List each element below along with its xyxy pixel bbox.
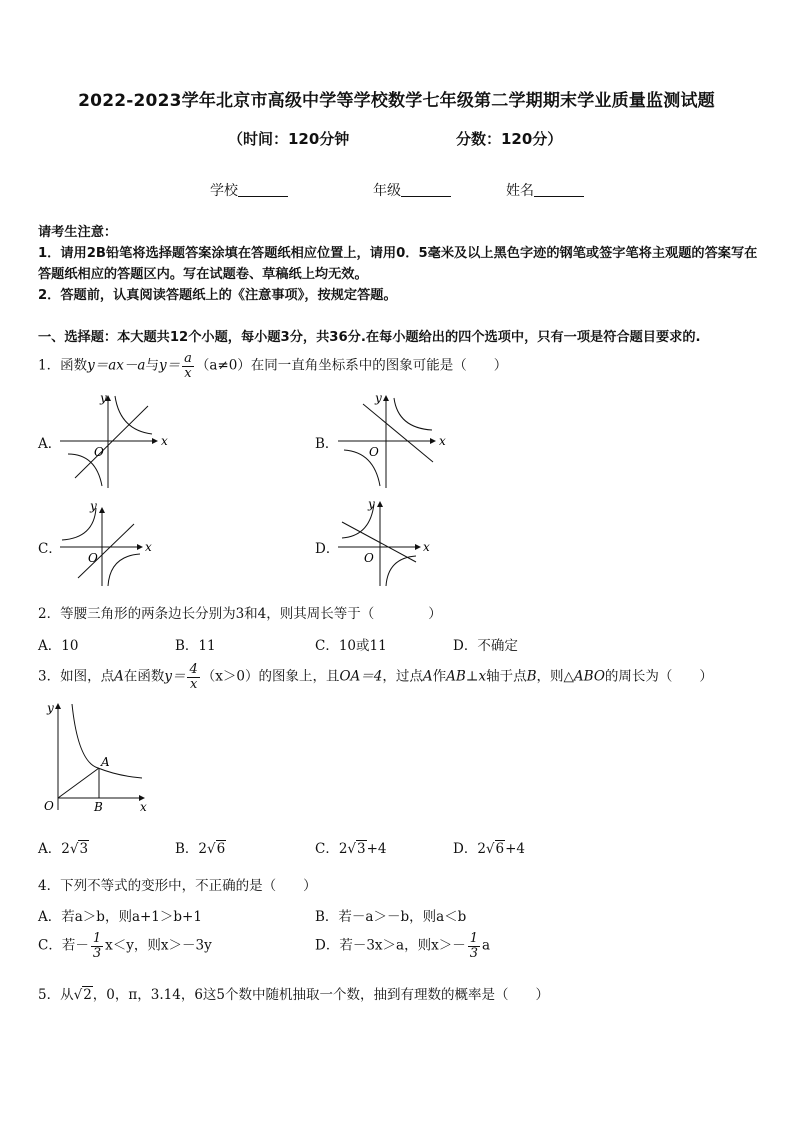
question-4: 4．下列不等式的变形中，不正确的是（ ）: [38, 878, 317, 894]
point-b-label: B: [94, 800, 103, 814]
q3-figure: [38, 700, 158, 815]
q4-option-d: [315, 932, 490, 960]
q4-option-a: A．若a＞b，则a+1＞b+1: [38, 909, 202, 925]
x-label: x: [423, 540, 430, 554]
q3-frac-num: 4: [189, 662, 198, 677]
hyperbola-branch-2: [108, 554, 140, 586]
x-label: x: [161, 434, 168, 448]
q1-mid: 与: [145, 357, 159, 374]
q1-prefix: 1．函数: [38, 357, 88, 374]
exam-time: （时间：120分钟: [228, 130, 350, 148]
school-label: 学校: [210, 183, 238, 199]
q1-option-a: A．: [38, 436, 62, 452]
q4-option-c: [38, 932, 212, 960]
x-label: x: [145, 540, 152, 554]
name-field: [506, 180, 584, 200]
q1-frac-num: a: [184, 351, 192, 366]
q3-prefix: 3．如图，点: [38, 668, 115, 685]
grade-label: 年级: [373, 183, 401, 199]
q3-option-d: [453, 837, 525, 857]
sqrt-icon: √: [73, 987, 83, 1003]
q1-fraction: [182, 352, 194, 380]
notice-heading: 请考生注意：: [38, 225, 118, 240]
line-graph: [78, 524, 134, 578]
q1-frac-den: x: [184, 365, 192, 381]
q4-option-d-pre: D．若－3x＞a，则x＞－: [315, 937, 466, 954]
hyperbola-branch-1: [115, 396, 152, 434]
origin-label: O: [88, 551, 98, 565]
q4-option-c-post: x＜y，则x＞－3y: [105, 937, 212, 954]
origin-label: O: [44, 799, 54, 813]
sqrt-icon: √: [69, 841, 79, 857]
y-arrow-icon: [55, 703, 61, 709]
line-graph: [75, 406, 148, 478]
q3-option-a-label: A．2: [38, 841, 70, 857]
q5-suffix: ，0，π，3.14，6这5个数中随机抽取一个数，抽到有理数的概率是（ ）: [92, 987, 549, 1003]
x-arrow-icon: [137, 544, 143, 550]
name-blank: [534, 182, 584, 197]
y-label: y: [100, 391, 107, 405]
q3-triangle: △ABO: [563, 668, 605, 685]
page-title: 2022-2023学年北京市高级中学等学校数学七年级第二学期期末学业质量监测试题: [78, 91, 715, 111]
q3-ab: AB⊥x: [446, 668, 487, 685]
school-blank: [238, 182, 288, 197]
y-arrow-icon: [383, 395, 389, 401]
q3-mid3: ，过点: [382, 668, 423, 685]
sqrt-icon: √: [485, 841, 495, 857]
q3-option-b: [175, 837, 226, 857]
x-label: x: [439, 434, 446, 448]
sqrt-icon: √: [347, 841, 357, 857]
notice-item-1: 1．请用2B铅笔将选择题答案涂填在答题纸相应位置上，请用0．5毫米及以上黑色字迹的钢笔或签字笔将主观题的答案写在答题纸相应的答题区内。写在试题卷、草稿纸上均无效。: [38, 246, 758, 282]
segment-oa: [58, 768, 99, 798]
line-graph: [342, 522, 416, 562]
frac-den: 3: [92, 945, 102, 961]
q4-option-d-post: a: [481, 937, 491, 954]
q1-cond: （a≠0）: [195, 357, 251, 374]
q3-mid4: 作: [432, 668, 447, 685]
q3-suffix: 的周长为（ ）: [604, 668, 713, 685]
notice-item-2: 2．答题前，认真阅读答题纸上的《注意事项》，按规定答题。: [38, 288, 397, 303]
q1-func1: y＝ax－a: [87, 357, 146, 374]
q3-option-c-tail: +4: [366, 841, 387, 857]
q1-graph-b: [338, 392, 448, 492]
x-arrow-icon: [430, 438, 436, 444]
q3-mid1: 在函数: [123, 668, 165, 685]
q3-option-d-tail: +4: [505, 841, 526, 857]
hyperbola-branch-2: [386, 556, 416, 586]
q2-option-a: A．10: [38, 638, 79, 654]
point-a-label: A: [101, 755, 110, 769]
q3-mid2: 的图象上，且: [258, 668, 340, 685]
q3-cond: （x＞0）: [201, 668, 259, 685]
q3-mid6: ，则: [536, 668, 564, 685]
q3-option-b-label: B．2: [175, 841, 208, 857]
y-arrow-icon: [99, 507, 105, 513]
q4-option-d-fraction: [468, 932, 480, 960]
q3-fraction: [187, 663, 199, 691]
question-2: 2．等腰三角形的两条边长分别为3和4，则其周长等于（ ）: [38, 606, 442, 622]
q3-option-a-root: 3: [79, 841, 89, 857]
question-1: [38, 352, 507, 380]
question-3: [38, 663, 713, 691]
frac-num: 1: [92, 931, 102, 946]
grade-field: [373, 180, 451, 200]
q1-graph-a: [60, 392, 170, 492]
q3-option-d-root: 6: [495, 841, 505, 857]
frac-num: 1: [469, 931, 478, 946]
x-arrow-icon: [152, 438, 158, 444]
q1-graph-c: [60, 500, 170, 590]
q1-y-eq: y＝: [158, 357, 181, 374]
q3-y-eq: y＝: [164, 668, 186, 685]
q4-option-c-fraction: [91, 932, 103, 960]
q3-option-a: [38, 837, 89, 857]
y-label: y: [375, 391, 382, 405]
section-heading: 一、选择题：本大题共12个小题，每小题3分，共36分.在每小题给出的四个选项中，只有一项是符合题目要求的.: [38, 330, 701, 345]
q2-option-d: D．不确定: [453, 638, 518, 654]
q2-option-c: C．10或11: [315, 638, 387, 654]
x-arrow-icon: [415, 544, 421, 550]
grade-blank: [401, 182, 451, 197]
q3-mid5: 轴于点: [486, 668, 527, 685]
origin-label: O: [369, 445, 379, 459]
q4-option-b: B．若－a＞－b，则a＜b: [315, 909, 467, 925]
q3-option-c: [315, 837, 387, 857]
q3-frac-den: x: [189, 676, 198, 692]
q1-option-b: B．: [315, 436, 339, 452]
exam-score: 分数：120分）: [456, 130, 563, 148]
y-label: y: [90, 499, 97, 513]
q4-option-c-pre: C．若－: [38, 937, 89, 954]
sqrt-icon: √: [207, 841, 216, 857]
x-label: x: [140, 800, 147, 814]
q5-prefix: 5．从: [38, 987, 74, 1003]
q5-root: 2: [83, 987, 92, 1003]
frac-den: 3: [469, 945, 478, 961]
q1-suffix: 在同一直角坐标系中的图象可能是（ ）: [250, 357, 508, 374]
q3-option-c-root: 3: [357, 841, 366, 857]
q3-option-b-root: 6: [216, 841, 226, 857]
y-label: y: [47, 701, 54, 715]
q3-option-c-label: C．2: [315, 841, 348, 857]
q1-option-d: D．: [315, 541, 340, 557]
hyperbola-branch-1: [394, 398, 432, 430]
school-field: [210, 180, 288, 200]
origin-label: O: [94, 445, 104, 459]
q2-option-b: B．11: [175, 638, 216, 654]
q3-option-d-label: D．2: [453, 841, 486, 857]
question-5: [38, 983, 549, 1003]
y-arrow-icon: [377, 501, 383, 507]
q3-point-a-2: A: [422, 668, 433, 685]
q3-point-a: A: [114, 668, 124, 685]
q1-graph-d: [338, 497, 448, 590]
q3-point-b: B: [526, 668, 537, 685]
q1-option-c: C．: [38, 541, 62, 557]
q3-oa: OA＝4: [339, 668, 383, 685]
name-label: 姓名: [506, 183, 534, 199]
y-label: y: [368, 497, 375, 511]
origin-label: O: [364, 551, 374, 565]
